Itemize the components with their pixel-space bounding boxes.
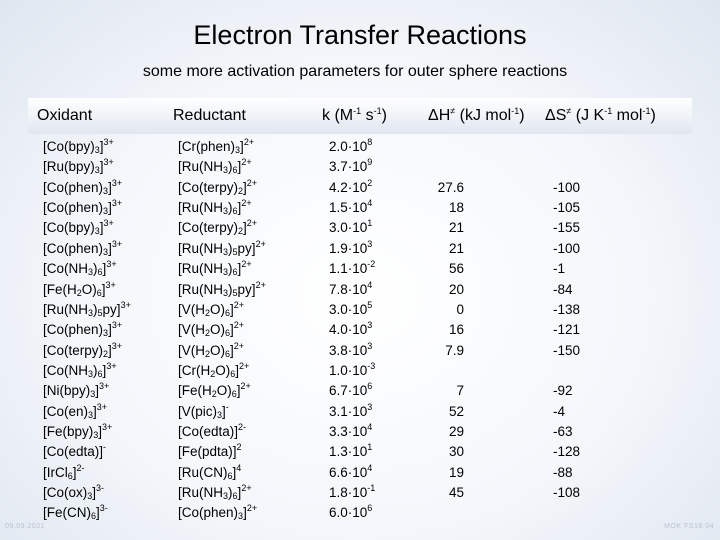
entropy-cell: -84 [553,281,573,297]
reductant-cell: $[Ru(NH_3)_6]^{2+}$ [178,259,252,278]
rate-constant-cell: $3.0\cdot 10^5$ [329,299,373,317]
reductant-cell: $[Co(phen)_3]^{2+}$ [178,503,258,522]
footer-slide-id: MOK FS18 04 [664,523,714,530]
entropy-cell: -128 [553,444,581,460]
rate-constant-cell: $6.6\cdot 10^4$ [329,462,373,480]
header-rate-constant: k ($M^{-1}$ $s^{-1}$) [322,106,387,124]
entropy-cell: -100 [553,240,581,256]
rate-constant-cell: $1.8\cdot 10^{-1}$ [329,483,376,501]
reductant-cell: $[V(H_2O)_6]^{2+}$ [178,320,245,339]
enthalpy-cell: 45 [448,485,464,501]
entropy-cell: -100 [553,179,581,195]
entropy-cell: -121 [553,322,581,338]
reductant-cell: $[Fe(H_2O)_6]^{2+}$ [178,381,251,400]
oxidant-cell: $[Co(phen)_3]^{3+}$ [43,238,123,257]
reductant-cell: $[V(H_2O)_6]^{2+}$ [178,299,245,318]
footer-date: 09.09.2021 [5,523,46,530]
entropy-cell: -138 [553,301,581,317]
entropy-cell: -4 [553,403,566,419]
reductant-cell: $[Cr(H_2O)_6]^{2+}$ [178,360,250,379]
oxidant-cell: $[Co(bpy)_3]^{3+}$ [43,137,114,155]
entropy-cell: -63 [553,424,573,440]
enthalpy-cell [404,361,464,381]
oxidant-cell: $[Co(NH_3)_6]^{3+}$ [43,360,117,379]
oxidant-cell: $[Co(bpy)_3]^{3+}$ [43,218,114,237]
reductant-cell: $[Ru(NH_3)_6]^{2+}$ [178,483,252,502]
reductant-cell: [Co(edta)]$^{2-}$ [178,422,247,440]
reductant-cell: $[Ru(CN)_6]^4$ [178,462,242,481]
enthalpy-cell [404,157,464,177]
reductant-cell: $[Co(terpy)_2]^{2+}$ [178,177,258,196]
entropy-cell: -92 [553,383,573,399]
entropy-cell [553,361,720,381]
reductant-cell: $[Ru(NH_3)_6]^{2+}$ [178,198,252,217]
slide-title: Electron Transfer Reactions [193,20,527,50]
rate-constant-cell: $2.0\cdot 10^8$ [329,137,373,154]
entropy-cell [553,157,720,177]
reductant-cell: $[Ru(NH_3)_5py]^{2+}$ [178,279,266,298]
header-oxidant: Oxidant [37,107,93,124]
rate-constant-cell: $3.0\cdot 10^1$ [329,218,373,236]
reductant-cell: $[V(H_2O)_6]^{2+}$ [178,340,245,359]
enthalpy-cell: 21 [448,220,464,236]
oxidant-cell: $[Co(phen)_3]^{3+}$ [43,177,123,196]
rate-constant-cell: $6.7\cdot 10^6$ [329,381,373,399]
header-enthalpy: ΔH≠ (kJ mol$^{-1}$) [428,106,525,124]
enthalpy-column [404,137,464,524]
rate-constant-cell: $6.0\cdot 10^6$ [329,503,373,521]
oxidant-cell: $[Co(en)_3]^{3+}$ [43,401,108,420]
oxidant-cell: $[Co(phen)_3]^{3+}$ [43,198,123,217]
rate-constant-cell: $1.5\cdot 10^4$ [329,198,373,216]
rate-constant-cell: $3.1\cdot 10^3$ [329,401,373,419]
enthalpy-cell: 30 [448,444,464,460]
rate-constant-cell: $3.3\cdot 10^4$ [329,422,373,440]
oxidant-cell: $[Fe(H_2O)_6]^{3+}$ [43,279,116,298]
enthalpy-cell: 56 [448,261,464,277]
enthalpy-cell: 29 [448,424,464,440]
rate-constant-cell: $3.8\cdot 10^3$ [329,340,373,358]
entropy-cell: -150 [553,342,581,358]
header-entropy: ΔS≠ (J $K^{-1}$ mol$^{-1}$) [545,106,656,124]
rate-constant-cell: $1.3\cdot 10^1$ [329,442,373,460]
oxidant-cell: $[Co(phen)_3]^{3+}$ [43,320,123,339]
entropy-cell: -105 [553,200,581,216]
enthalpy-cell [404,137,464,157]
entropy-column [553,137,720,524]
reductant-cell: $[V(pic)_3]^-$ [178,401,229,420]
enthalpy-cell: 21 [448,240,464,256]
entropy-cell [553,503,720,523]
rate-constant-cell: $3.7\cdot 10^9$ [329,157,373,175]
reductant-cell: $[Co(terpy)_2]^{2+}$ [178,218,258,237]
enthalpy-cell: 20 [448,281,464,297]
oxidant-cell: $[Co(terpy)_2]^{3+}$ [43,340,123,359]
enthalpy-cell [404,503,464,523]
oxidant-cell: $[Co(ox)_3]^{3-}$ [43,483,105,502]
reductant-cell: $[Cr(phen)_3]^{2+}$ [178,137,255,155]
entropy-cell: -88 [553,464,573,480]
slide-subtitle: some more activation parameters for outer sphere reactions [142,63,568,80]
enthalpy-cell: 27.6 [437,179,464,195]
oxidant-cell: $[Ru(NH_3)_5py]^{3+}$ [43,299,131,318]
entropy-cell [553,137,720,157]
rate-constant-cell: $1.9\cdot 10^3$ [329,238,373,256]
oxidant-cell: [Co(edta)]- [43,442,107,460]
entropy-cell: -108 [553,485,581,501]
rate-constant-cell: $7.8\cdot 10^4$ [329,279,373,297]
enthalpy-cell: 16 [448,322,464,338]
enthalpy-cell: 52 [448,403,464,419]
reductant-cell: $[Ru(NH_3)_6]^{2+}$ [178,157,252,176]
oxidant-cell: [IrCl$_6$]$^{2-}$ [43,462,85,481]
enthalpy-cell: 7 [456,383,464,399]
oxidant-cell: $[Fe(bpy)_3]^{3+}$ [43,422,113,441]
rate-constant-cell: $1.0\cdot 10^{-3}$ [329,360,376,378]
enthalpy-cell: 7.9 [445,342,464,358]
oxidant-cell: $[Ni(bpy)_3]^{3+}$ [43,381,110,400]
entropy-cell: -155 [553,220,581,236]
rate-constant-cell: $4.2\cdot 10^2$ [329,177,373,195]
enthalpy-cell: 0 [456,301,464,317]
reductant-cell: [Fe(pdta)]$^2$ [178,442,242,460]
enthalpy-cell: 19 [448,464,464,480]
oxidant-cell: $[Fe(CN)_6]^{3-}$ [43,503,108,522]
rate-constant-cell: $1.1\cdot 10^{-2}$ [329,259,376,277]
entropy-cell: -1 [553,261,566,277]
oxidant-cell: $[Co(NH_3)_6]^{3+}$ [43,259,117,278]
oxidant-cell: $[Ru(bpy)_3]^{3+}$ [43,157,114,176]
rate-constant-cell: $4.0\cdot 10^3$ [329,320,373,338]
reductant-cell: $[Ru(NH_3)_5py]^{2+}$ [178,238,266,257]
header-reductant: Reductant [173,107,246,124]
enthalpy-cell: 18 [448,200,464,216]
